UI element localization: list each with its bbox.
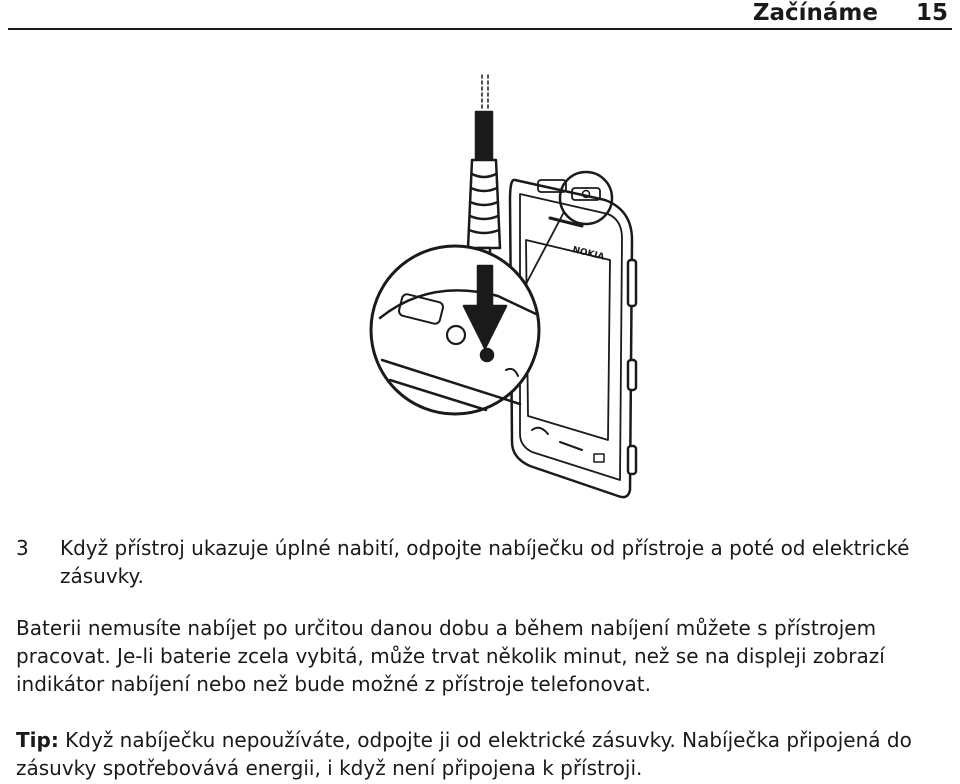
page-number: 15	[915, 0, 948, 26]
charger-cable	[476, 75, 492, 160]
tip-note	[16, 726, 951, 782]
page-header	[8, 0, 952, 30]
step-text: Když přístroj ukazuje úplné nabití, odpojte nabíječku od přístroje a poté od elektrické zásuvky.	[60, 536, 910, 588]
instruction-step	[16, 534, 946, 590]
step-number: 3	[16, 536, 29, 560]
section-title: Začínáme	[752, 0, 878, 26]
charging-illustration	[360, 70, 660, 510]
tip-text: Když nabíječku nepoužíváte, odpojte ji od elektrické zásuvky. Nabíječka připojená do zásuvky spotřebovává energii, i když není připojena k přístroji.	[16, 728, 912, 780]
tip-label: Tip:	[16, 728, 59, 752]
magnified-connector-view	[371, 246, 539, 414]
battery-paragraph: Baterii nemusíte nabíjet po určitou danou dobu a během nabíjení můžete s přístrojem pracovat. Je-li baterie zcela vybitá, může trvat několik minut, než se na displeji zobrazí indikátor nabíjení nebo než bude možné z přístroje telefonovat.	[16, 616, 885, 696]
phone-brand-logo: NOKIA	[571, 245, 606, 263]
